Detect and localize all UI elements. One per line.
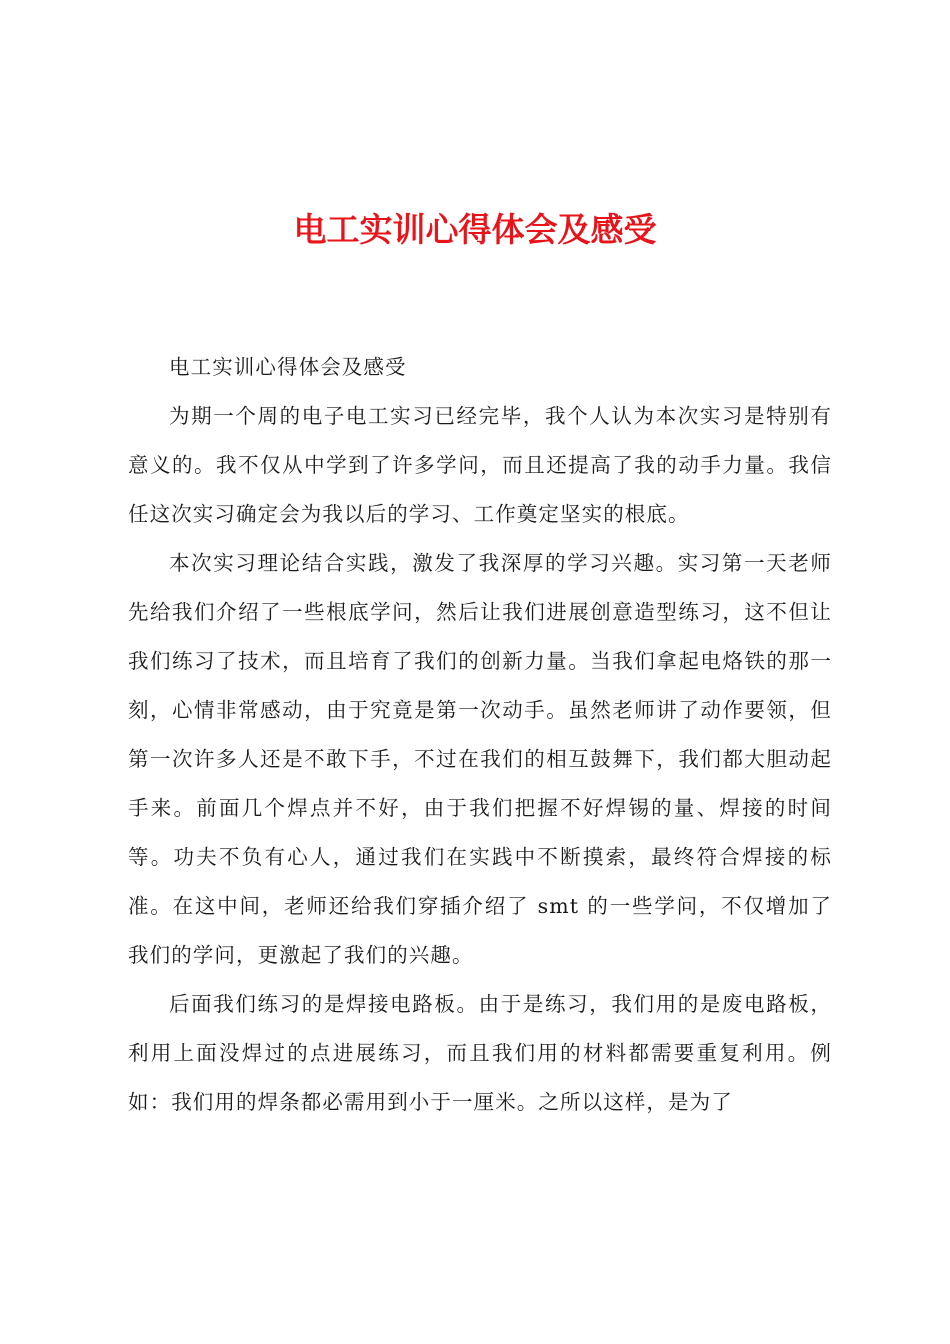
paragraph-circuit-board: 后面我们练习的是焊接电路板。由于是练习，我们用的是废电路板，利用上面没焊过的点进展练习，而且我们用的材料都需要重复利用。例如：我们用的焊条都必需用到小于一厘米。之所以这样，是为了 [128, 992, 832, 1114]
paragraph-practice: 本次实习理论结合实践，激发了我深厚的学习兴趣。实习第一天老师先给我们介绍了一些根底学问，然后让我们进展创意造型练习，这不但让我们练习了技术，而且培育了我们的创新力量。当我们拿起电烙铁的那一刻，心情非常感动，由于究竟是第一次动手。虽然老师讲了动作要领，但第一次许多人还是不敢下手，不过在我们的相互鼓舞下，我们都大胆动起手来。前面几个焊点并不好，由于我们把握不好焊锡的量、焊接的时间等。功夫不负有心人，通过我们在实践中不断摸索，最终符合焊接的标准。在这中间，老师还给我们穿插介绍了 smt 的一些学问，不仅增加了我们的学问，更激起了我们的兴趣。 [128, 551, 832, 967]
document-body [128, 343, 832, 1127]
paragraph-intro: 为期一个周的电子电工实习已经完毕，我个人认为本次实习是特别有意义的。我不仅从中学到了许多学问，而且还提高了我的动手力量。我信任这次实习确定会为我以后的学习、工作奠定坚实的根底。 [128, 404, 832, 526]
paragraph-subtitle: 电工实训心得体会及感受 [169, 355, 407, 379]
document-title: 电工实训心得体会及感受 [293, 210, 657, 249]
